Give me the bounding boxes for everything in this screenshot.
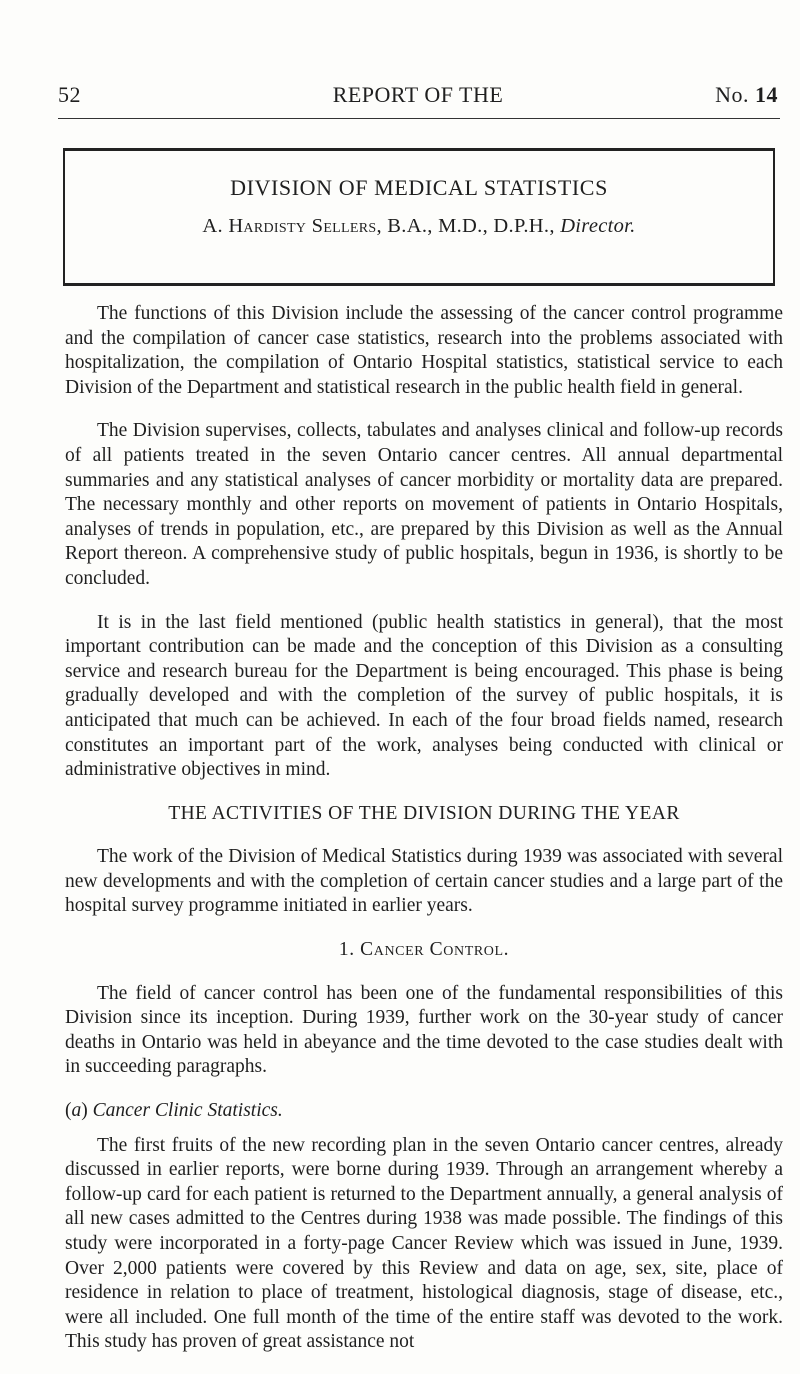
director-line (65, 215, 773, 238)
clinic-statistics-label: Cancer Clinic Statistics. (92, 1100, 283, 1122)
director-name: A. Hardisty Sellers, B.A., M.D., D.P.H., (202, 215, 555, 237)
paragraph-activities-intro: The work of the Division of Medical Statistics during 1939 was associated with several new developments and with the completion of certain cancer studies and a large part of the hospital survey programme initiated in earlier years. (65, 846, 783, 917)
page-number: 52 (58, 82, 81, 107)
cancer-control-heading: 1. Cancer Control. (338, 939, 510, 961)
division-title: DIVISION OF MEDICAL STATISTICS (230, 175, 608, 200)
report-number-value: 14 (755, 82, 778, 107)
report-number-prefix: No. (715, 82, 749, 107)
paragraph-functions: The functions of this Division include the assessing of the cancer control programme and the compilation of cancer case statistics, research into the problems associated with hospitalization, the compilation of Ontario Hospital statistics, statistical service to each Division of the Department and statistical research in the public health field in general. (65, 303, 783, 398)
running-header (58, 82, 778, 122)
division-title-box (63, 148, 775, 286)
header-rule (58, 118, 780, 119)
paragraph-supervision: The Division supervises, collects, tabulates and analyses clinical and follow-up records of all patients treated in the seven Ontario cancer centres. All annual departmental summaries and any statistical analyses of cancer morbidity or mortality data are prepared. The necessary monthly and other reports on movement of patients in Ontario Hospitals, analyses of trends in population, etc., are prepared by this Division as well as the Annual Report thereon. A comprehensive study of public hospitals, begun in 1936, is shortly to be concluded. (65, 420, 783, 589)
running-title: REPORT OF THE (332, 82, 504, 107)
paragraph-public-health: It is in the last field mentioned (public health statistics in general), that the most important contribution can be made and the conception of this Division as a consulting service and research bureau for the Department is being encouraged. This phase is being gradually developed and with the completion of the survey of public hospitals, it is anticipated that much can be achieved. In each of the four broad fields named, research constitutes an important part of the work, analyses being conducted with clinical or administrative objectives in mind. (65, 611, 783, 781)
paragraph-clinic-statistics: The first fruits of the new recording plan in the seven Ontario cancer centres, already discussed in earlier reports, were borne during 1939. Through an arrangement whereby a follow-up card for each patient is returned to the Department annually, a general analysis of all new cases admitted to the Centres during 1938 was made possible. The findings of this study were incorporated in a forty-page Cancer Review which was issued in June, 1939. Over 2,000 patients were covered by this Review and data on age, sex, site, place of residence in relation to place of treatment, histological diagnosis, stage of disease, etc., were all included. One full month of the time of the entire staff was devoted to the work. This study has proven of great assistance not (65, 1134, 783, 1353)
body-text (65, 302, 783, 1374)
clinic-statistics-heading: (a) Cancer Clinic Statistics. (65, 1100, 283, 1122)
paragraph-cancer-control: The field of cancer control has been one of the fundamental responsibilities of this Division since its inception. During 1939, further work on the 30-year study of cancer deaths in Ontario was held in abeyance and the time devoted to the case studies dealt with in succeeding paragraphs. (65, 982, 783, 1078)
activities-heading: THE ACTIVITIES OF THE DIVISION DURING THE YEAR (168, 802, 680, 824)
report-number (715, 82, 778, 108)
director-role: Director. (560, 215, 636, 237)
